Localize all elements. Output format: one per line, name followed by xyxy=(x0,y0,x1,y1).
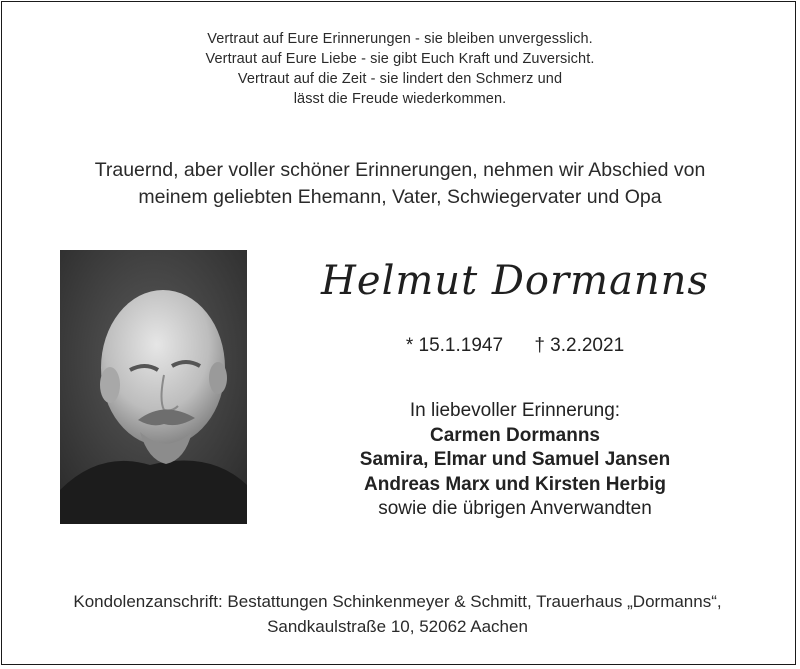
address-line: Sandkaulstraße 10, 52062 Aachen xyxy=(267,617,528,636)
mourner-name: Carmen Dormanns xyxy=(430,424,600,446)
birth-date: * 15.1.1947 xyxy=(405,335,504,356)
verse-line: Vertraut auf Eure Liebe - sie gibt Euch Kraft und Zuversicht. xyxy=(205,51,595,67)
mourners-closing: sowie die übrigen Anverwandten xyxy=(378,498,652,519)
mourners-heading: In liebevoller Erinnerung: xyxy=(409,400,621,421)
verse-line: Vertraut auf Eure Erinnerungen - sie bleiben unvergesslich. xyxy=(207,31,593,47)
deceased-name: Helmut Dormanns xyxy=(321,258,709,304)
condolence-address xyxy=(0,589,795,639)
verse-line: Vertraut auf die Zeit - sie lindert den Schmerz und xyxy=(237,71,563,87)
mourner-name: Samira, Elmar und Samuel Jansen xyxy=(359,449,671,470)
portrait-illustration xyxy=(60,250,247,524)
mourner-name: Andreas Marx und Kirsten Herbig xyxy=(364,473,666,495)
memorial-verse xyxy=(0,29,800,109)
address-line: Kondolenzanschrift: Bestattungen Schinkenmeyer & Schmitt, Trauerhaus „Dormanns“, xyxy=(73,592,722,611)
intro-line: Trauernd, aber voller schöner Erinnerungen, nehmen wir Abschied von xyxy=(94,159,706,181)
life-dates xyxy=(300,335,730,357)
intro-line: meinem geliebten Ehemann, Vater, Schwiegervater und Opa xyxy=(138,186,662,208)
intro-text xyxy=(0,157,800,211)
verse-line: lässt die Freude wiederkommen. xyxy=(293,91,507,107)
death-date: † 3.2.2021 xyxy=(534,335,625,356)
mourners-block xyxy=(300,399,730,522)
portrait-photo xyxy=(60,250,247,524)
